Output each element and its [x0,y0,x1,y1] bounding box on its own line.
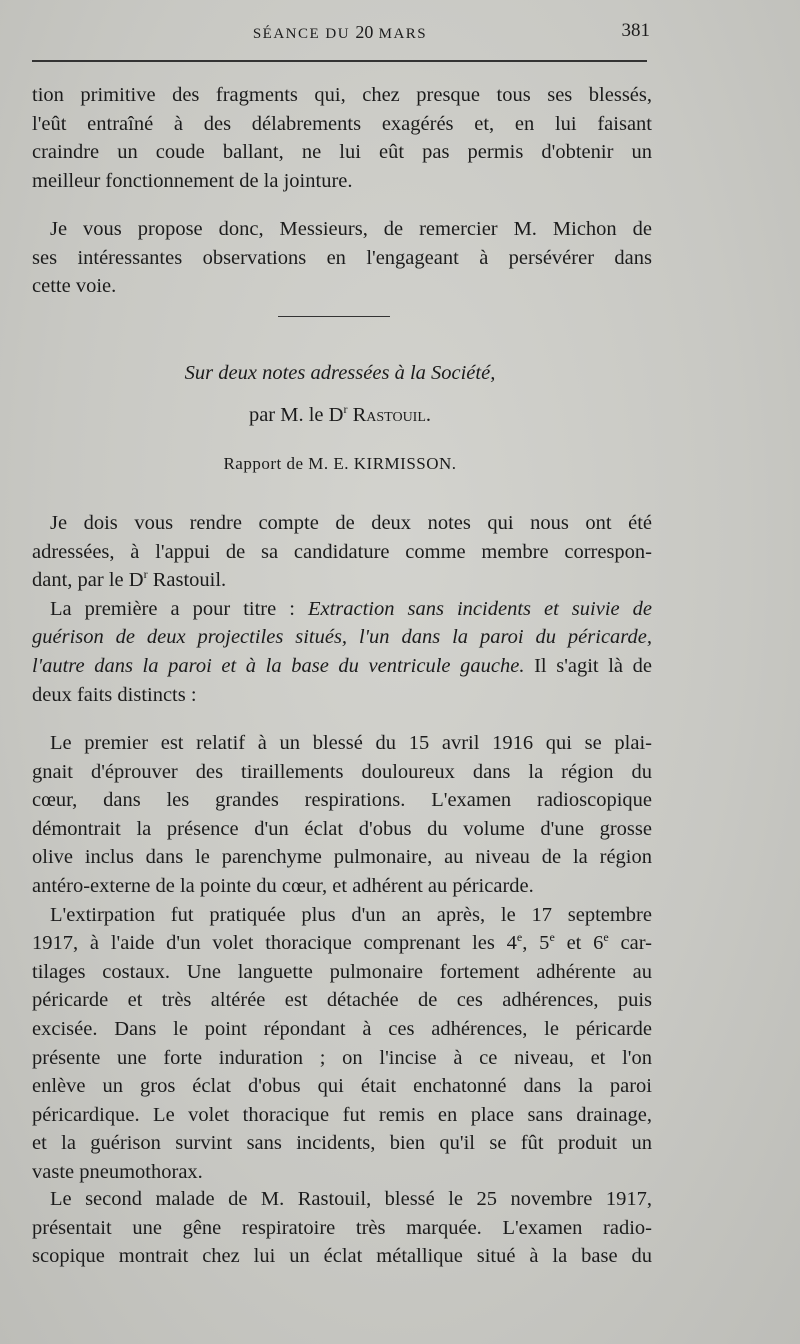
text-line: Je dois vous rendre compte de deux notes qui nous ont été [50,512,652,534]
running-title-post: MARS [373,26,428,42]
author-superscript: r [343,402,348,417]
text-line: démontrait la présence d'un éclat d'obus du volume d'une grosse [32,817,652,840]
text-line: antéro-externe de la pointe du cœur, et adhérent au péricarde. [32,874,534,897]
text-fragment: et 6 [554,932,604,955]
report-byline: Rapport de M. E. KIRMISSON. [223,454,457,473]
paragraph-first-case [32,729,652,1187]
text-line: tilages costaux. Une languette pulmonaire fortement adhérente au [32,960,652,983]
section-divider [278,316,390,317]
text-fragment: Il s'agit là de [524,654,652,677]
paragraph-intro [32,509,652,709]
text-line: Le second malade de M. Rastouil, blessé le 25 novembre 1917, [50,1188,652,1210]
text-line: meilleur fonctionnement de la jointure. [32,169,353,192]
author-name: Rastouil. [352,404,432,426]
header-rule [32,60,647,62]
text-line: Je vous propose donc, Messieurs, de remercier M. Michon de [50,218,652,240]
text-line: adressées, à l'appui de sa candidature comme membre correspon- [32,540,652,563]
text-line: présentait une gêne respiratoire très marquée. L'examen radio- [32,1216,652,1239]
text-line: cœur, dans les grandes respirations. L'examen radioscopique [32,789,652,812]
text-fragment: 1917, à l'aide d'un volet thoracique comprenant les 4 [32,932,517,955]
running-head [0,20,800,44]
page-number: 381 [621,20,650,41]
text-line: l'eût entraîné à des délabrements exagérés et, en lui faisant [32,112,652,135]
text-fragment: dant, par le D [32,569,144,592]
text-line: Le premier est relatif à un blessé du 15 avril 1916 qui se plai- [50,732,652,754]
text-fragment: La première a pour titre : [50,597,308,620]
superscript: e [549,930,555,945]
text-line: tion primitive des fragments qui, chez presque tous ses blessés, [32,84,652,106]
text-line [32,595,652,624]
paragraph-continuation [32,81,652,195]
section-title: Sur deux notes adressées à la Société, [184,362,496,384]
text-fragment: car- [608,932,652,955]
text-line: vaste pneumothorax. [32,1160,203,1183]
superscript: e [516,930,523,945]
text-line: gnait d'éprouver des tiraillements douloureux dans la région du [32,760,652,783]
text-line: olive inclus dans le parenchyme pulmonaire, au niveau de la région [32,846,652,869]
paragraph-proposal [32,215,652,301]
text-line: craindre un coude ballant, ne lui eût pas permis d'obtenir un [32,141,652,164]
text-line: enlève un gros éclat d'obus qui était enchatonné dans la paroi [32,1075,652,1098]
text-line [32,623,652,652]
superscript: r [143,567,148,582]
title-italic: Extraction sans incidents et suivie de [307,597,652,620]
section-author [0,404,680,427]
text-line: et la guérison survint sans incidents, bien qu'il se fût produit un [32,1132,652,1155]
author-prefix: par M. le D [248,404,344,426]
title-italic: guérison de deux projectiles situés, l'un dans la paroi du péricarde, [32,626,652,649]
title-italic: l'autre dans la paroi et à la base du ventricule gauche. [32,654,525,677]
superscript: e [603,930,609,945]
text-line: excisée. Dans le point répondant à ces adhérences, le péricarde [32,1017,652,1040]
running-title-number: 20 [355,22,374,42]
text-line: L'extirpation fut pratiquée plus d'un an après, le 17 septembre [50,903,652,926]
text-line [32,652,652,681]
text-line: péricarde et très altérée est détachée de ces adhérences, puis [32,989,652,1012]
text-line [32,566,652,595]
text-line: péricardique. Le volet thoracique fut remis en place sans drainage, [32,1103,652,1126]
text-line [32,929,652,958]
text-line: scopique montrait chez lui un éclat métallique situé à la base du [32,1245,652,1268]
running-title [0,22,680,43]
text-line: deux faits distincts : [32,683,197,706]
paragraph-second-case [32,1185,652,1271]
text-fragment: Rastouil. [147,569,227,592]
text-line: présente une forte induration ; on l'incise à ce niveau, et l'on [32,1046,652,1069]
text-fragment: , 5 [522,932,550,955]
running-title-pre: SÉANCE DU [252,26,356,42]
text-line: cette voie. [32,275,117,298]
text-line: ses intéressantes observations en l'engageant à persévérer dans [32,246,652,269]
